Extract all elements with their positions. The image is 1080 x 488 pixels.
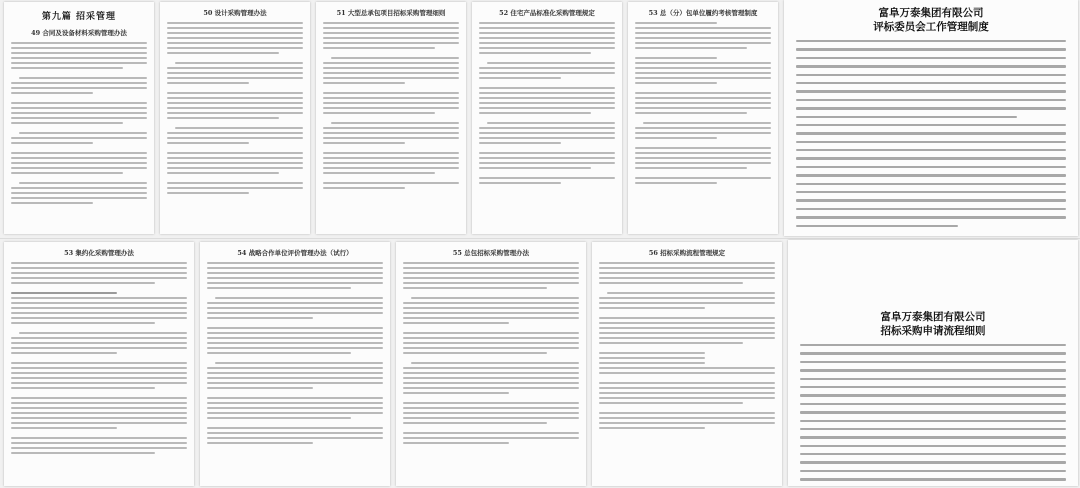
page-contractor-evaluation bbox=[628, 2, 778, 234]
body-text-lines bbox=[160, 22, 310, 194]
page-title: 50 设计采购管理办法 bbox=[203, 9, 267, 17]
company-name: 富阜万泰集团有限公司 bbox=[878, 7, 984, 19]
page-standardized-procurement bbox=[472, 2, 622, 234]
document-title: 招标采购申请流程细则 bbox=[880, 325, 986, 337]
body-text-lines bbox=[788, 338, 1078, 486]
body-text-lines bbox=[316, 22, 466, 189]
body-text-lines bbox=[4, 42, 154, 204]
page-partner-evaluation bbox=[200, 242, 390, 486]
body-text-lines bbox=[592, 262, 782, 429]
page-title: 51 大型总承包项目招标采购管理细则 bbox=[336, 9, 446, 17]
page-title: 56 招标采购流程管理规定 bbox=[648, 249, 726, 257]
page-tender-application-rules bbox=[788, 240, 1078, 486]
page-bid-committee-rules bbox=[784, 0, 1078, 236]
page-title: 49 合同及设备材料采购管理办法 bbox=[31, 29, 127, 37]
page-design-procurement bbox=[160, 2, 310, 234]
page-title: 55 总包招标采购管理办法 bbox=[452, 249, 530, 257]
page-title: 53 总（分）包单位履约考核管理制度 bbox=[648, 9, 758, 17]
body-text-lines bbox=[472, 22, 622, 184]
row-divider bbox=[0, 238, 1080, 239]
body-text-lines bbox=[784, 34, 1078, 227]
page-tender-process bbox=[592, 242, 782, 486]
body-text-lines bbox=[396, 262, 586, 444]
page-centralized-procurement bbox=[4, 242, 194, 486]
chapter-heading: 第九篇 招采管理 bbox=[41, 12, 117, 22]
page-epc-tender bbox=[316, 2, 466, 234]
body-text-lines bbox=[200, 262, 390, 444]
page-procurement-chapter bbox=[4, 2, 154, 234]
body-text-lines bbox=[628, 22, 778, 184]
company-name: 富阜万泰集团有限公司 bbox=[880, 311, 986, 323]
page-title: 52 住宅产品标准化采购管理规定 bbox=[499, 9, 595, 17]
document-title: 评标委员会工作管理制度 bbox=[873, 21, 989, 33]
page-title: 54 战略合作单位评价管理办法（试行） bbox=[237, 249, 353, 257]
page-general-contract-tender bbox=[396, 242, 586, 486]
body-text-lines bbox=[4, 262, 194, 454]
page-title: 53 集约化采购管理办法 bbox=[64, 249, 134, 257]
